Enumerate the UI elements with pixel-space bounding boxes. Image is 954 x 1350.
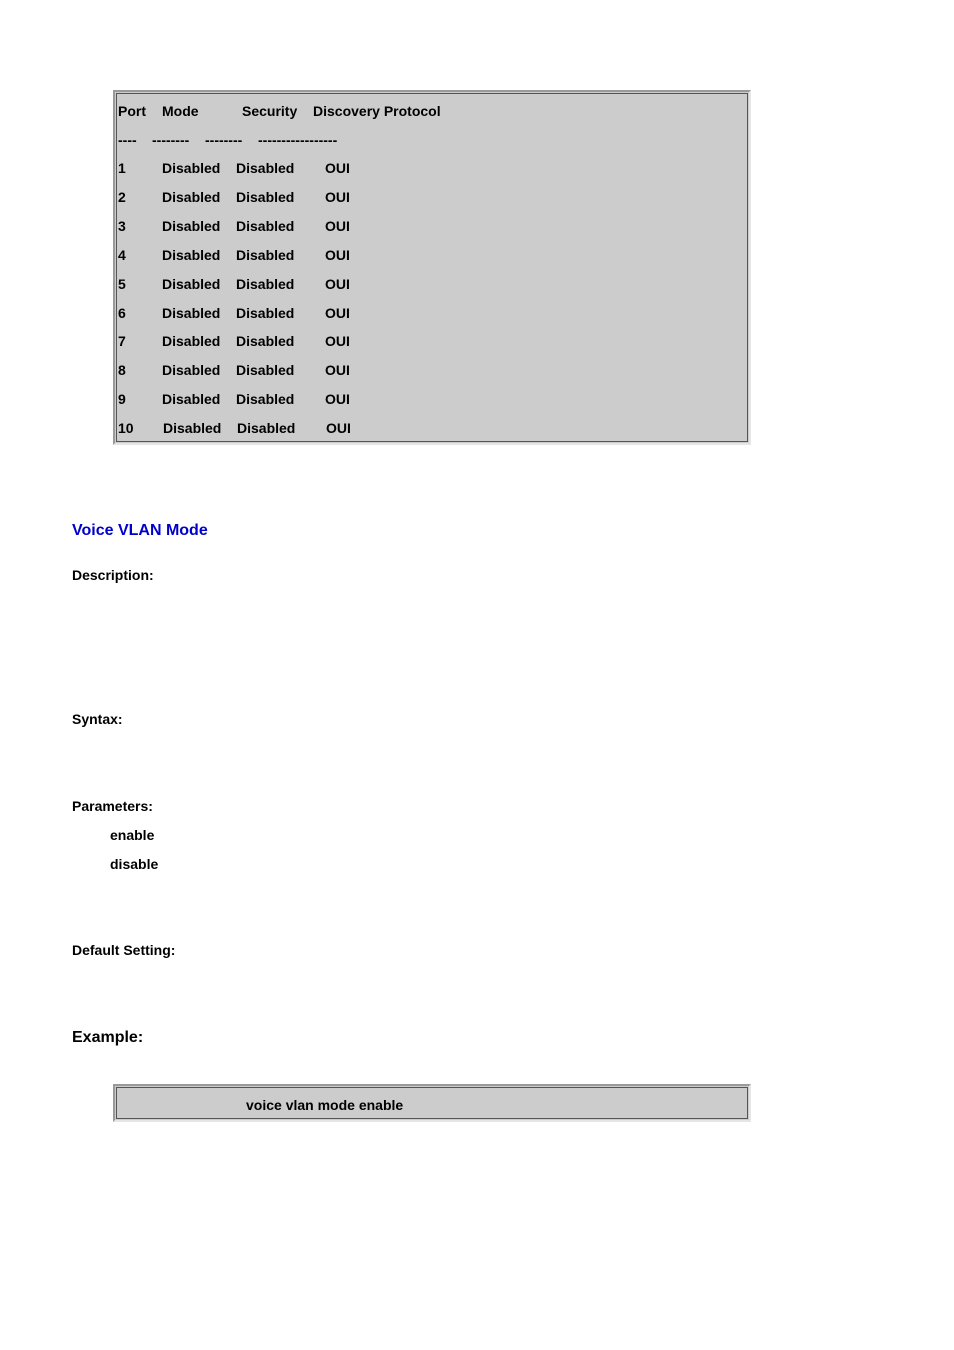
table-row-cell: Disabled xyxy=(162,247,221,263)
table-row-cell: 10 xyxy=(118,420,134,436)
table-row-cell: OUI xyxy=(325,305,350,321)
parameters-label: Parameters: xyxy=(72,798,153,814)
table-row-cell: Disabled xyxy=(162,391,221,407)
table-row-cell: Disabled xyxy=(236,391,295,407)
table-row-cell: 3 xyxy=(118,218,126,234)
example-command: voice vlan mode enable xyxy=(246,1097,404,1113)
table-header-row-cell: Mode xyxy=(162,103,199,119)
table-row-cell: OUI xyxy=(325,276,350,292)
table-header-row-cell: Discovery Protocol xyxy=(313,103,441,119)
table-row-cell: 9 xyxy=(118,391,126,407)
table-row-cell: Disabled xyxy=(162,276,221,292)
table-row-cell: Disabled xyxy=(236,276,295,292)
example-console xyxy=(113,1084,751,1122)
table-row-cell: OUI xyxy=(325,333,350,349)
table-row-cell: Disabled xyxy=(236,189,295,205)
table-row-cell: Disabled xyxy=(236,305,295,321)
table-row-cell: OUI xyxy=(325,391,350,407)
table-row-cell: Disabled xyxy=(236,247,295,263)
table-row-cell: OUI xyxy=(325,247,350,263)
table-separator-row-cell: ---- xyxy=(118,132,137,148)
port-status-console xyxy=(113,90,751,445)
parameter-disable: disable xyxy=(110,856,159,872)
table-row-cell: Disabled xyxy=(162,160,221,176)
table-row-cell: OUI xyxy=(325,218,350,234)
default-setting-label: Default Setting: xyxy=(72,942,176,958)
table-row-cell: 8 xyxy=(118,362,126,378)
table-row-cell: Disabled xyxy=(162,189,221,205)
table-row-cell: Disabled xyxy=(237,420,296,436)
table-row-cell: Disabled xyxy=(163,420,222,436)
port-status-console-inner xyxy=(116,93,748,442)
syntax-label: Syntax: xyxy=(72,711,123,727)
table-row-cell: 6 xyxy=(118,305,126,321)
section-title: Voice VLAN Mode xyxy=(72,522,208,539)
table-row-cell: Disabled xyxy=(236,218,295,234)
table-row-cell: OUI xyxy=(326,420,351,436)
table-separator-row-cell: -------- xyxy=(205,132,243,148)
table-row-cell: OUI xyxy=(325,160,350,176)
table-separator-row-cell: -------- xyxy=(152,132,190,148)
table-header-row-cell: Security xyxy=(242,103,298,119)
table-row-cell: OUI xyxy=(325,362,350,378)
table-row-cell: 7 xyxy=(118,333,126,349)
table-row-cell: Disabled xyxy=(236,333,295,349)
table-separator-row-cell: ----------------- xyxy=(258,132,338,148)
table-row-cell: 5 xyxy=(118,276,126,292)
example-console-inner xyxy=(116,1087,748,1119)
table-row-cell: Disabled xyxy=(236,362,295,378)
example-label: Example: xyxy=(72,1029,144,1046)
table-row-cell: 1 xyxy=(118,160,126,176)
description-label: Description: xyxy=(72,567,154,583)
table-row-cell: Disabled xyxy=(162,333,221,349)
table-row-cell: OUI xyxy=(325,189,350,205)
table-row-cell: Disabled xyxy=(162,305,221,321)
table-row-cell: Disabled xyxy=(162,362,221,378)
table-row-cell: Disabled xyxy=(236,160,295,176)
parameter-enable: enable xyxy=(110,827,155,843)
table-row-cell: Disabled xyxy=(162,218,221,234)
table-row-cell: 2 xyxy=(118,189,126,205)
table-row-cell: 4 xyxy=(118,247,126,263)
table-header-row-cell: Port xyxy=(118,103,146,119)
